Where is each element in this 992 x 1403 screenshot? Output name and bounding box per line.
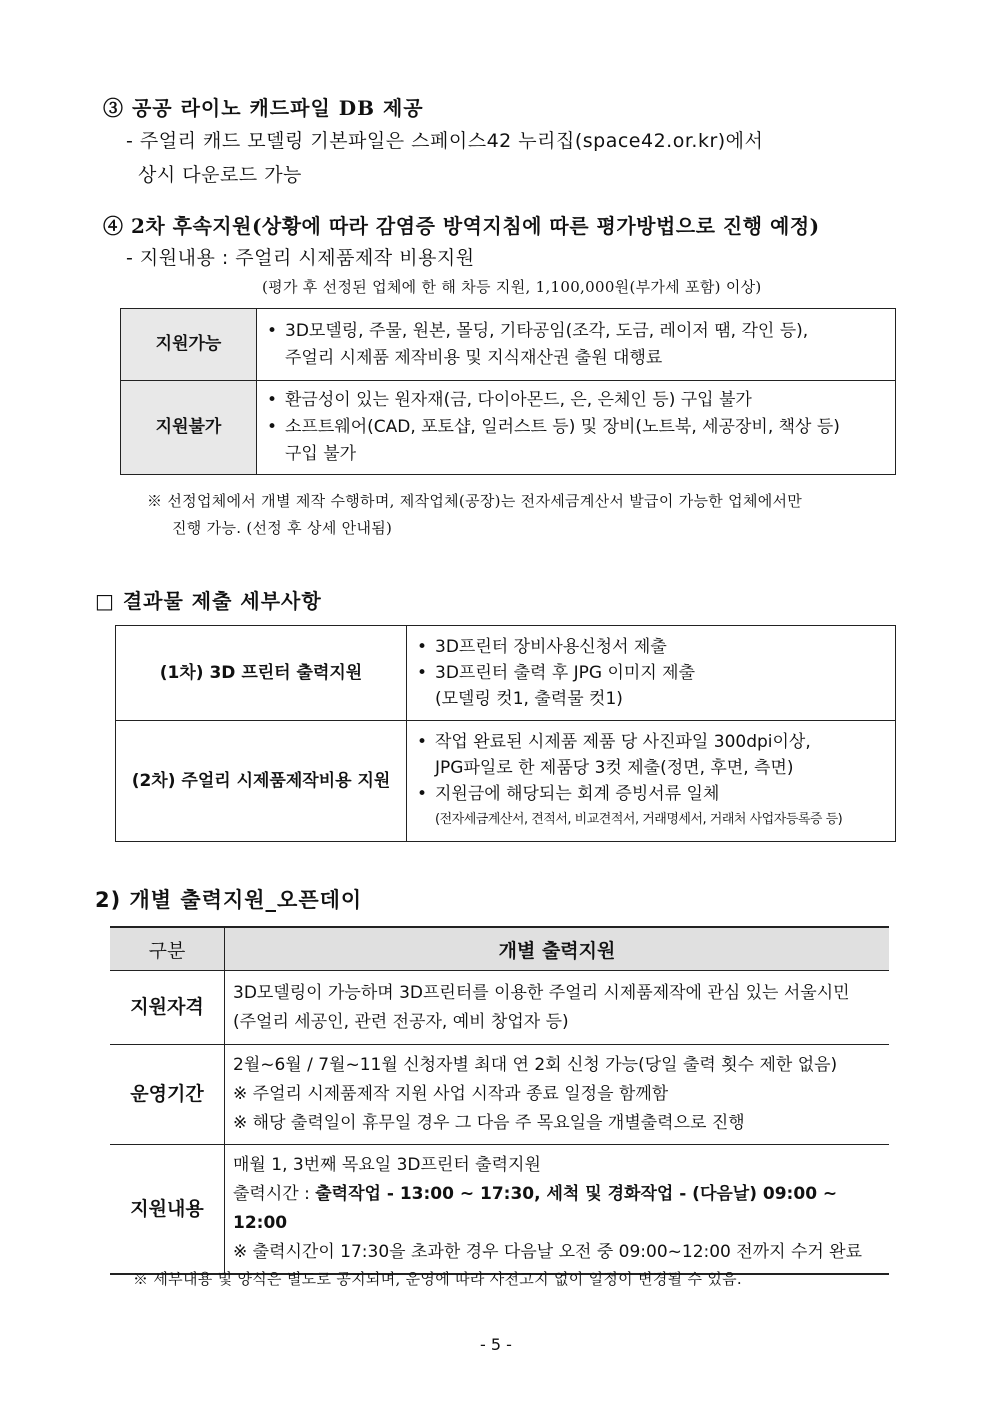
results-bullet-cont: (모델링 컷1, 출력물 컷1) bbox=[435, 689, 623, 709]
content-line: ※ 출력시간이 17:30을 초과한 경우 다음날 오전 중 09:00~12:00 전까지 수거 완료 bbox=[233, 1242, 863, 1262]
section-3-line1: - 주얼리 캐드 모델링 기본파일은 스페이스42 누리집(space42.or.kr)에서 bbox=[126, 130, 764, 152]
disallowed-item-cont: 구입 불가 bbox=[285, 444, 357, 464]
open-day-title: 2) 개별 출력지원_오픈데이 bbox=[95, 888, 363, 912]
note-line1: ※ 선정업체에서 개별 제작 수행하며, 제작업체(공장)는 전자세금계산서 발급이 가능한 업체에서만 bbox=[147, 492, 803, 510]
section-4-title: ④ 2차 후속지원(상황에 따라 감염증 방역지침에 따른 평가방법으로 진행 예정) bbox=[103, 214, 820, 238]
qualification-line: 3D모델링이 가능하며 3D프린터를 이용한 주얼리 시제품제작에 관심 있는 서울시민 bbox=[233, 982, 850, 1003]
period-line: ※ 주얼리 시제품제작 지원 사업 시작과 종료 일정을 함께함 bbox=[233, 1084, 669, 1104]
open-day-table bbox=[110, 926, 889, 1275]
support-row-disallowed bbox=[121, 381, 896, 475]
period-line: 2월~6월 / 7월~11월 신청자별 최대 연 2회 신청 가능(당일 출력 횟수 제한 없음) bbox=[233, 1055, 838, 1075]
results-bullet: • 3D프린터 장비사용신청서 제출 bbox=[417, 634, 885, 660]
open-day-header bbox=[110, 927, 889, 971]
disallowed-item: • 환금성이 있는 원자재(금, 다이아몬드, 은, 은체인 등) 구입 불가 bbox=[267, 387, 885, 414]
results-bullet: • 지원금에 해당되는 회계 증빙서류 일체 bbox=[417, 781, 885, 807]
allowed-label: 지원가능 bbox=[121, 309, 257, 381]
header-category: 구분 bbox=[110, 927, 225, 971]
section-3-title: ③ 공공 라이노 캐드파일 DB 제공 bbox=[103, 96, 424, 120]
results-title: □ 결과물 제출 세부사항 bbox=[95, 589, 322, 613]
content-time-prefix: 출력시간 : bbox=[233, 1184, 316, 1204]
row-qualification bbox=[110, 971, 889, 1045]
section-3-line2: 상시 다운로드 가능 bbox=[138, 164, 302, 186]
results-bullet-cont: JPG파일로 한 제품당 3컷 제출(정면, 후면, 측면) bbox=[435, 758, 794, 778]
section-4-line1: - 지원내용 : 주얼리 시제품제작 비용지원 bbox=[126, 247, 475, 269]
results-row-2 bbox=[116, 721, 896, 842]
content-label: 지원내용 bbox=[110, 1145, 225, 1275]
results-table bbox=[115, 625, 896, 842]
results-bullet: • 3D프린터 출력 후 JPG 이미지 제출 bbox=[417, 660, 885, 686]
results-row-1-label: (1차) 3D 프린터 출력지원 bbox=[116, 626, 407, 721]
content-time-bold: 출력작업 - 13:00 ~ 17:30, 세척 및 경화작업 - (다음날) 09:00 ~ 12:00 bbox=[233, 1184, 838, 1233]
allowed-item: • 3D모델링, 주물, 원본, 몰딩, 기타공임(조각, 도금, 레이저 땜, 각인 등), bbox=[267, 318, 885, 345]
allowed-item-cont: 주얼리 시제품 제작비용 및 지식재산권 출원 대행료 bbox=[285, 347, 663, 368]
period-label: 운영기간 bbox=[110, 1045, 225, 1145]
results-row-1 bbox=[116, 626, 896, 721]
row-content bbox=[110, 1145, 889, 1275]
support-row-allowed bbox=[121, 309, 896, 381]
results-row-2-label: (2차) 주얼리 시제품제작비용 지원 bbox=[116, 721, 407, 842]
qualification-line: (주얼리 세공인, 관련 전공자, 예비 창업자 등) bbox=[233, 1011, 569, 1032]
row-period bbox=[110, 1045, 889, 1145]
disallowed-label: 지원불가 bbox=[121, 381, 257, 475]
section-4-line2: (평가 후 선정된 업체에 한 해 차등 지원, 1,100,000원(부가세 포함) 이상) bbox=[262, 278, 762, 296]
support-scope-table bbox=[120, 308, 896, 475]
content-line-time bbox=[233, 1180, 881, 1238]
page-number: - 5 - bbox=[480, 1335, 512, 1354]
qualification-label: 지원자격 bbox=[110, 971, 225, 1045]
content-line: 매월 1, 3번째 목요일 3D프린터 출력지원 bbox=[233, 1155, 541, 1175]
disallowed-item: • 소프트웨어(CAD, 포토샵, 일러스트 등) 및 장비(노트북, 세공장비, 책상 등) bbox=[267, 414, 885, 441]
header-individual-output: 개별 출력지원 bbox=[225, 927, 890, 971]
results-bullet: • 작업 완료된 시제품 제품 당 사진파일 300dpi이상, bbox=[417, 729, 885, 755]
note-line2: 진행 가능. (선정 후 상세 안내됨) bbox=[172, 519, 393, 537]
period-line: ※ 해당 출력일이 휴무일 경우 그 다음 주 목요일을 개별출력으로 진행 bbox=[233, 1113, 745, 1133]
results-bullet-cont: (전자세금계산서, 견적서, 비교견적서, 거래명세서, 거래처 사업자등록증 등) bbox=[435, 812, 843, 827]
footnote: ※ 세부내용 및 양식은 별도로 공지되며, 운영에 따라 사전고지 없이 일정이 변경될 수 있음. bbox=[133, 1270, 742, 1288]
